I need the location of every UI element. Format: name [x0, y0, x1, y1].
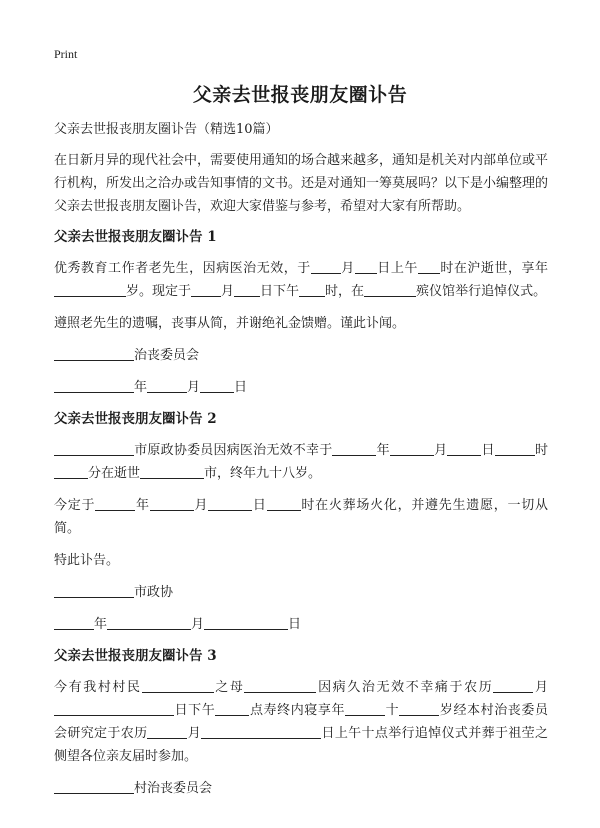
section-1-signature: 治丧委员会: [54, 344, 548, 367]
section-2-date: 年 月 日: [54, 613, 548, 636]
section-1-paragraph-1: 优秀教育工作者老先生，因病医治无效，于 月 日上午 时在沪逝世，享年岁。现定于 月 日下午 时，在 殡仪馆举行追悼仪式。: [54, 257, 548, 303]
section-1-paragraph-2: 遵照老先生的遗嘱，丧事从简，并谢绝礼金馈赠。谨此讣闻。: [54, 316, 406, 331]
section-3-paragraph-1: 今有我村村民 之母 因病久治无效不幸痛于农历 月日下午 点寿终内寝享年 十 岁经本村治丧委员会研究定于农历 月 日上午十点举行追悼仪式并葬于祖茔之侧望各位亲友届时参加。: [54, 676, 548, 768]
section-2-paragraph-1: 市原政协委员因病医治无效不幸于 年 月 日 时分在逝世 市，终年九十八岁。: [54, 439, 548, 485]
section-1-date: 年 月 日: [54, 376, 548, 399]
print-link[interactable]: Print: [54, 47, 78, 61]
document-subtitle: 父亲去世报丧朋友圈讣告（精选10篇）: [54, 122, 279, 137]
section-2-paragraph-2: 今定于 年 月 日 时在火葬场火化，并遵先生遗愿，一切从简。: [54, 494, 548, 540]
section-2-paragraph-3: 特此讣告。: [54, 553, 120, 568]
intro-paragraph: 在日新月异的现代社会中，需要使用通知的场合越来越多，通知是机关对内部单位或平行机构，所发出之洽办或告知事情的文书。还是对通知一筹莫展吗？以下是小编整理的父亲去世报丧朋友圈讣告，欢迎大家借鉴与参考，希望对大家有所帮助。: [54, 153, 549, 214]
section-heading-1: 父亲去世报丧朋友圈讣告 1: [54, 229, 217, 245]
section-2-signature: 市政协: [54, 581, 548, 604]
section-3-signature: 村治丧委员会: [54, 777, 548, 800]
page-title: 父亲去世报丧朋友圈讣告: [192, 84, 408, 106]
section-heading-3: 父亲去世报丧朋友圈讣告 3: [54, 648, 217, 664]
document-body: [54, 118, 548, 809]
section-heading-2: 父亲去世报丧朋友圈讣告 2: [54, 411, 217, 427]
